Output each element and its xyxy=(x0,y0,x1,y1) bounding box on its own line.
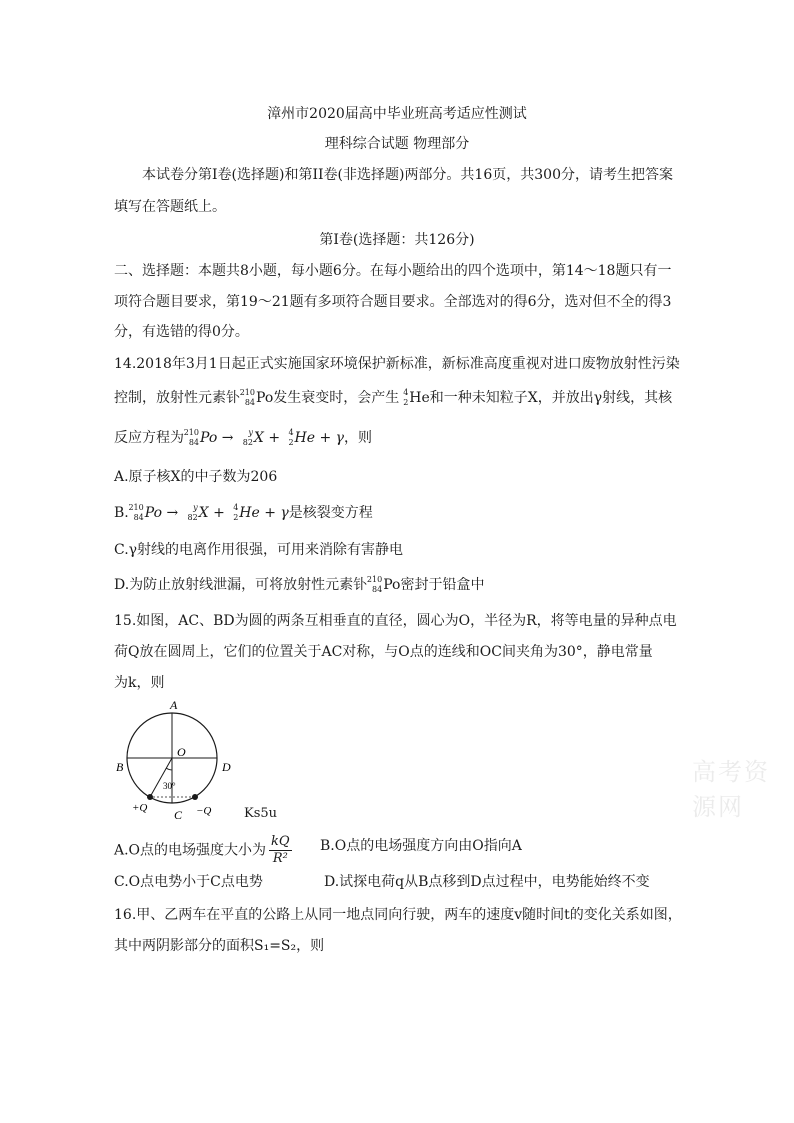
intro-line-1: 本试卷分第I卷(选择题)和第II卷(非选择题)两部分。共16页，共300分，请考生把答案 xyxy=(142,167,673,183)
instructions-line-1: 二、选择题：本题共8小题，每小题6分。在每小题给出的四个选项中，第14～18题只有一 xyxy=(114,263,672,279)
q14-line-2: 控制，放射性元素钋 210 84 Po发生衰变时，会产生 4 2 He和一种未知粒子X，并放出γ射线，其核 xyxy=(114,388,673,407)
q16-line-2: 其中两阴影部分的面积S₁=S₂，则 xyxy=(114,938,325,954)
q14-option-a: A.原子核X的中子数为206 xyxy=(114,469,278,485)
q14-line-3: 反应方程为 210 84 Po → y 82 X + 4 2 He + γ，则 xyxy=(114,428,373,447)
q14-option-d: D.为防止放射线泄漏，可将放射性元素钋 210 84 Po密封于铅盒中 xyxy=(114,575,485,594)
q15-line-2: 荷Q放在圆周上，它们的位置关于AC对称，与O点的连线和OC间夹角为30°，静电常量 xyxy=(114,644,653,660)
intro-line-2: 填写在答题纸上。 xyxy=(114,199,226,215)
label-a: A xyxy=(170,698,178,712)
q14-reaction-equation: 210 84 Po → y 82 X + 4 2 He + γ xyxy=(183,428,345,447)
q14-option-b-equation: 210 84 Po → y 82 X + 4 2 He + γ xyxy=(128,503,289,522)
q15-option-d: D.试探电荷q从B点移到D点过程中，电势能始终不变 xyxy=(324,874,650,890)
q14-option-c: C.γ射线的电离作用很强，可用来消除有害静电 xyxy=(114,542,404,558)
q15-line-1: 15.如图，AC、BD为圆的两条互相垂直的直径，圆心为O，半径为R，将等电量的异种点电 xyxy=(114,613,677,629)
radius-to-pos-charge xyxy=(150,758,172,797)
label-angle: 30° xyxy=(163,781,176,791)
q15-option-a: A.O点的电场强度大小为 $\frac{kQ}{\text{R²}}$ xyxy=(114,834,290,866)
q15-line-3: 为k，则 xyxy=(114,675,165,691)
q16-line-1: 16.甲、乙两车在平直的公路上从同一地点同向行驶，两车的速度v随时间t的变化关系如图， xyxy=(114,907,682,923)
positive-charge-dot xyxy=(147,794,153,800)
po-nuclide-notation: 210 84 xyxy=(239,388,255,407)
instructions-line-3: 分，有选错的得0分。 xyxy=(114,324,249,340)
circle-charge-diagram xyxy=(114,696,244,826)
label-o: O xyxy=(177,745,186,759)
section-heading: 第I卷(选择题：共126分) xyxy=(319,232,475,248)
q15-option-c: C.O点电势小于C点电势 xyxy=(114,874,263,890)
angle-arc xyxy=(166,768,172,770)
label-d: D xyxy=(222,760,231,774)
label-neg-q: −Q xyxy=(196,805,212,817)
ks5u-mark: Ks5u xyxy=(244,806,278,821)
label-b: B xyxy=(116,760,124,774)
q15-option-b: B.O点的电场强度方向由O指向A xyxy=(320,838,522,854)
label-pos-q: +Q xyxy=(132,802,148,814)
exam-subtitle: 理科综合试题 物理部分 xyxy=(324,136,470,152)
fraction-kq-r2: $\frac{kQ}{\text{R²}}$ xyxy=(271,834,290,866)
q14-line-1: 14.2018年3月1日起正式实施国家环境保护新标准，新标准高度重视对进口废物放射性污染 xyxy=(114,356,680,372)
exam-title: 漳州市2020届高中毕业班高考适应性测试 xyxy=(267,106,527,122)
negative-charge-dot xyxy=(192,794,198,800)
he-nuclide-notation: 4 2 xyxy=(403,388,409,407)
label-c: C xyxy=(174,808,183,822)
q14-option-b: B. 210 84 Po → y 82 X + 4 2 He + γ是核裂变方程 xyxy=(114,503,373,522)
watermark-text: 高考资源网 xyxy=(692,758,770,821)
instructions-line-2: 项符合题目要求，第19～21题有多项符合题目要求。全部选对的得6分，选对但不全的得3 xyxy=(114,294,672,310)
